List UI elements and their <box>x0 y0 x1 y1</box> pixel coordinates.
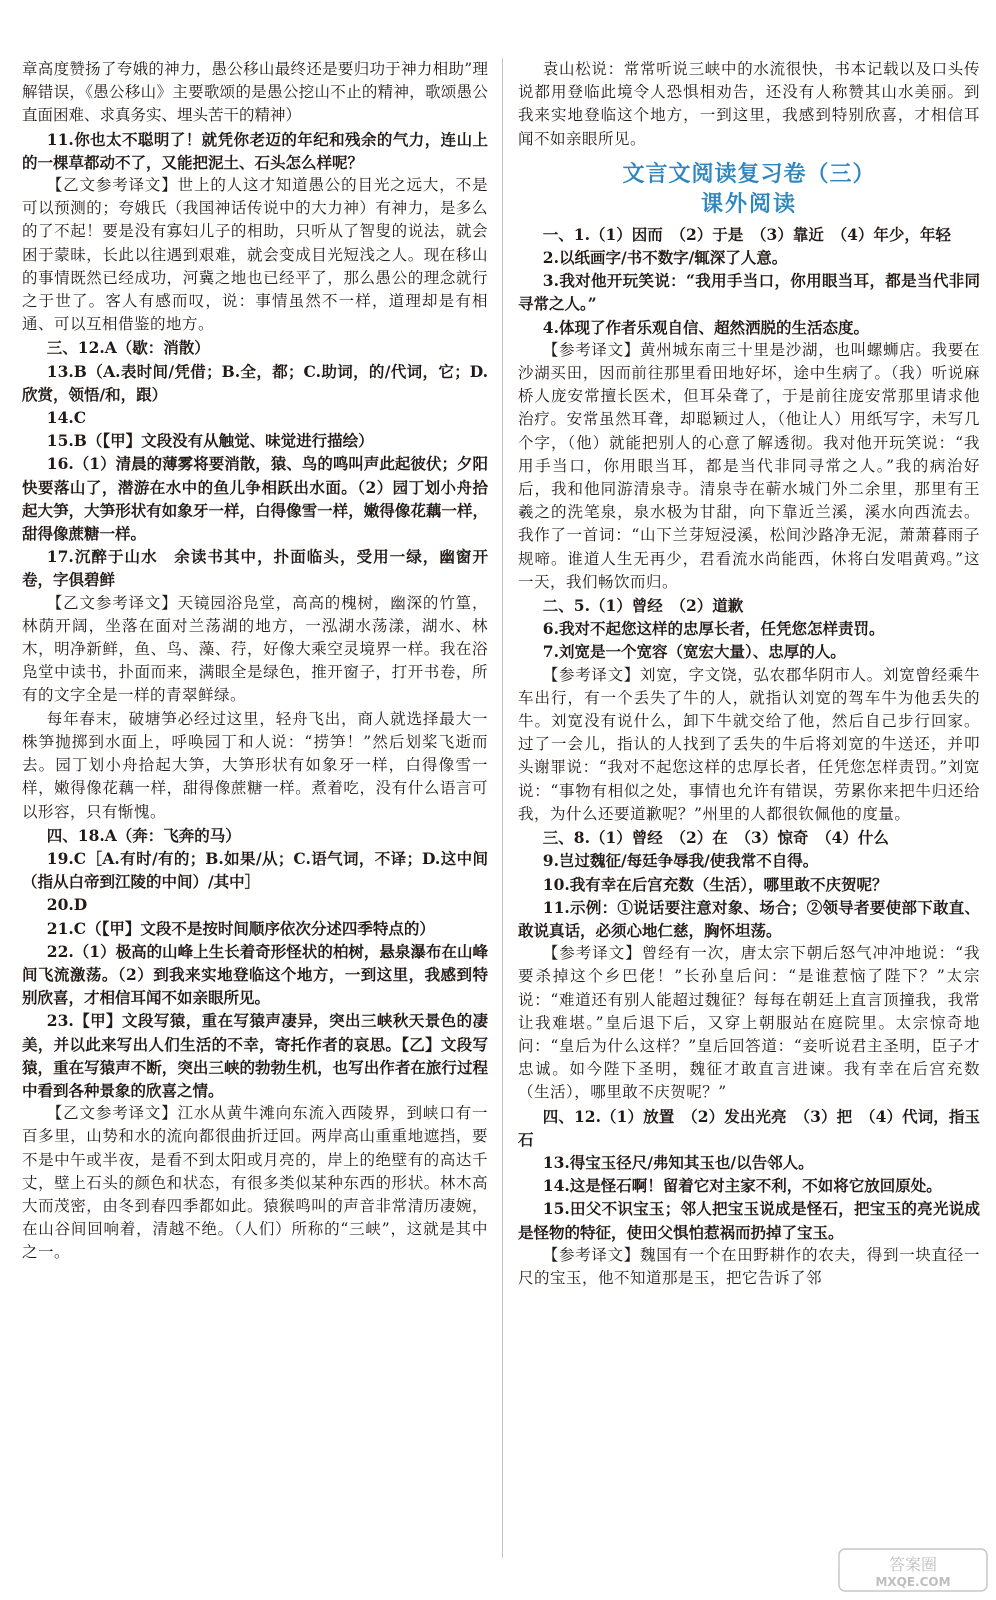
left-column-paragraph: 21.C（【甲】文段不是按时间顺序依次分述四季特点的） <box>46 918 435 938</box>
left-column-paragraph: 11.你也太不聪明了！就凭你老迈的年纪和残余的气力，连山上的一棵草都动不了，又能把泥土、石头怎么样呢？ <box>22 129 488 172</box>
right-column-bottom-paragraph: 6.我对不起您这样的忠厚长者，任凭您怎样责罚。 <box>542 619 885 639</box>
right-column <box>518 58 980 1290</box>
left-column-paragraph: 17.沉醉于山水 余读书其中，扑面临头，受用一绿，幽窗开卷，字俱碧鲜 <box>22 547 488 590</box>
section-title: 文言文阅读复习卷（三） <box>622 160 876 187</box>
left-column-paragraph: 【乙文参考译文】江水从黄牛滩向东流入西陵界，到峡口有一百多里，山势和水的流向都很曲折迂回。两岸高山重重地遮挡，要不是中午或半夜，是看不到太阳或月亮的，岸上的绝壁有的高达千丈，壁上石头的颜色和状态，有很多类似某种东西的形状。林木高大而茂密，由冬到春四季都如此。猿猴鸣叫的声音非常清历凄婉，在山谷间回响着，清越不绝。（人们）所称的“三峡”，这就是其中之一。 <box>22 1104 488 1262</box>
right-column-bottom-paragraph: 四、12.（1）放置 （2）发出光亮 （3）把 （4）代词，指玉石 <box>518 1106 980 1149</box>
right-column-bottom-paragraph: 13.得宝玉径尺/弗知其玉也/以告邻人。 <box>542 1152 814 1172</box>
right-column-bottom-paragraph: 【参考译文】魏国有一个在田野耕作的农夫，得到一块直径一尺的宝玉，他不知道那是玉，把它告诉了邻 <box>518 1245 980 1287</box>
watermark-text-1: 答案圈 <box>888 1555 938 1574</box>
right-column-bottom-paragraph: 4.体现了作者乐观自信、超然洒脱的生活态度。 <box>542 317 869 337</box>
right-column-bottom-paragraph: 7.刘宽是一个宽容（宽宏大量）、忠厚的人。 <box>542 642 846 662</box>
right-column-bottom-paragraph: 11.示例：①说话要注意对象、场合；②领导者要使部下敢直、敢说真话，必须心地仁慈，胸怀坦荡。 <box>518 897 980 940</box>
left-column-paragraph: 四、18.A（奔：飞奔的马） <box>46 825 241 845</box>
right-column-bottom-paragraph: 三、8.（1）曾经 （2）在 （3）惊奇 （4）什么 <box>542 828 889 848</box>
left-column-paragraph: 22.（1）极高的山峰上生长着奇形怪状的柏树，悬泉瀑布在山峰间飞流激荡。（2）到我来实地登临这个地方，一到这里，我感到特别欣喜，才相信耳闻不如亲眼所见。 <box>22 941 488 1008</box>
left-column-paragraph: 【乙文参考译文】世上的人这才知道愚公的目光之远大，不是可以预测的；夸娥氏（我国神话传说中的大力神）有神力，是多么的了不起！要是没有寡妇儿子的相助，只听从了智叟的说法，就会困于蒙昧，长此以往遇到艰难，就会变成目光短浅之人。现在移山的事情既然已经成功，河冀之地也已经平了，那么愚公的理念就行之于世了。客人有感而叹，说：事情虽然不一样，道理却是有相通、可以互相借鉴的地方。 <box>22 176 488 334</box>
watermark-logo <box>838 1548 988 1592</box>
right-column-bottom-paragraph: 一、1.（1）因而 （2）于是 （3）靠近 （4）年少，年轻 <box>542 224 951 244</box>
right-column-bottom-paragraph: 【参考译文】刘宽，字文饶，弘农郡华阴市人。刘宽曾经乘牛车出行，有一个丢失了牛的人，就指认刘宽的驾车牛为他丢失的牛。刘宽没有说什么，卸下牛就交给了他，然后自己步行回家。过了一会儿，指认的人找到了丢失的牛后将刘宽的牛送还，并叩头谢罪说：“我对不起您这样的忠厚长者，任凭您怎样责罚。”刘宽说：“事物有相似之处，事情也允许有错误，劳累你来把牛归还给我，为什么还要道歉呢？”州里的人都很钦佩他的度量。 <box>518 665 980 823</box>
right-column-bottom-paragraph: 3.我对他开玩笑说：“我用手当口，你用眼当耳，都是当代非同寻常之人。” <box>518 271 980 314</box>
section-subtitle: 课外阅读 <box>700 190 797 217</box>
right-column-bottom-paragraph: 14.这是怪石啊！留着它对主家不利，不如将它放回原处。 <box>542 1176 942 1196</box>
right-column-top <box>518 58 980 151</box>
right-column-bottom-paragraph: 二、5.（1）曾经 （2）道歉 <box>542 596 744 616</box>
right-column-bottom-paragraph: 【参考译文】黄州城东南三十里是沙湖，也叫螺蛳店。我要在沙湖买田，因而前往那里看田地好坏，途中生病了。（我）听说麻桥人庞安常擅长医术，但耳朵聋了，于是前往庞安常那里请求他治疗。安常虽然耳聋，却聪颖过人，（他让人）用纸写字，未写几个字，（他）就能把别人的心意了解透彻。我对他开玩笑说：“我用手当口，你用眼当耳，都是当代非同寻常之人。”我的病治好后，我和他同游清泉寺。清泉寺在蕲水城门外二余里，那里有王羲之的洗笔泉，泉水极为甘甜，向下靠近兰溪，溪水向西流去。我作了一首词：“山下兰芽短浸溪，松间沙路净无泥，萧萧暮雨子规啼。谁道人生无再少，君看流水尚能西，休将白发唱黄鸡。”这一天，我们畅饮而归。 <box>518 340 980 591</box>
left-column <box>22 58 488 1265</box>
left-column-paragraph: 三、12.A（歇：消散） <box>46 338 210 358</box>
right-column-top-paragraph: 袁山松说：常常听说三峡中的水流很快，书本记载以及口头传说都用登临此境令人恐惧相劝告，还没有人称赞其山水美丽。到我来实地登临这个地方，一到这里，我感到特别欣喜，才相信耳闻不如亲眼所见。 <box>518 60 980 148</box>
right-column-bottom-paragraph: 10.我有幸在后宫充数（生活），哪里敢不庆贺呢？ <box>542 874 888 894</box>
right-column-bottom <box>518 223 980 1290</box>
left-column-paragraph: 【乙文参考译文】天镜园浴凫堂，高高的槐树，幽深的竹篁，林荫开阔，坐落在面对兰荡湖的地方，一泓湖水荡漾，湖水、林木，明净新鲜，鱼、鸟、藻、荇，好像大乘空灵境界一样。我在浴凫堂中读书，扑面而来，满眼全是绿色，推开窗子，打开书卷，所有的文字全是一样的青翠鲜绿。 <box>22 593 488 705</box>
left-column-paragraph: 14.C <box>46 408 87 428</box>
left-column-paragraph: 23.【甲】文段写猿，重在写猿声凄异，突出三峡秋天景色的凄美，并以此来写出人们生活的不幸，寄托作者的哀思。【乙】文段写猿，重在写猿声不断，突出三峡的勃勃生机，也写出作者在旅行过程中看到各种景象的欣喜之情。 <box>22 1011 488 1100</box>
left-column-paragraph: 19.C［A.有时/有的；B.如果/从；C.语气词，不译；D.这中间（指从白帝到江陵的中间）/其中］ <box>22 848 488 892</box>
left-column-paragraph: 15.B（【甲】文段没有从触觉、味觉进行描绘） <box>46 431 374 451</box>
watermark-text-2: MXQE.COM <box>875 1575 951 1589</box>
left-column-paragraph: 20.D <box>46 895 88 915</box>
left-column-paragraph: 每年春末，破塘笋必经过这里，轻舟飞出，商人就选择最大一株笋抛掷到水面上，呼唤园丁和人说：“捞笋！”然后划桨飞逝而去。园丁划小舟拾起大笋，大笋形状有如象牙一样，白得像雪一样，嫩得像花藕一样，甜得像蔗糖一样。煮着吃，没有什么语言可以形容，只有惭愧。 <box>22 709 488 821</box>
left-column-paragraph: 13.B（A.表时间/凭借；B.全，都；C.助词，的/代词，它；D.欣赏，领悟/和，跟） <box>22 361 488 404</box>
right-column-bottom-paragraph: 15.田父不识宝玉；邻人把宝玉说成是怪石，把宝玉的亮光说成是怪物的特征，使田父惧怕惹祸而扔掉了宝玉。 <box>518 1199 980 1242</box>
left-column-paragraph: 章高度赞扬了夸娥的神力，愚公移山最终还是要归功于神力相助”理解错误，《愚公移山》主要歌颂的是愚公挖山不止的精神，歌颂愚公直面困难、求真务实、埋头苦干的精神） <box>22 60 488 125</box>
right-column-bottom-paragraph: 2.以纸画字/书不数字/辄深了人意。 <box>542 248 788 268</box>
left-column-paragraph: 16.（1）清晨的薄雾将要消散，猿、鸟的鸣叫声此起彼伏；夕阳快要落山了，潜游在水中的鱼儿争相跃出水面。（2）园丁划小舟拾起大笋，大笋形状有如象牙一样，白得像雪一样，嫩得像花藕一样，甜得像蔗糖一样。 <box>22 454 488 544</box>
right-column-bottom-paragraph: 【参考译文】曾经有一次，唐太宗下朝后怒气冲冲地说：“我要杀掉这个乡巴佬！”长孙皇后问：“是谁惹恼了陛下？”太宗说：“难道还有别人能超过魏征？每每在朝廷上直言顶撞我，我常让我难堪。”皇后退下后，又穿上朝服站在庭院里。太宗惊奇地问：“皇后为什么这样？”皇后回答道：“妾听说君主圣明，臣子才忠诚。如今陛下圣明，魏征才敢直言进谏。我有幸在后宫充数（生活），哪里敢不庆贺呢？” <box>518 944 980 1102</box>
right-column-bottom-paragraph: 9.岂过魏征/每廷争辱我/使我常不自得。 <box>542 851 819 871</box>
column-divider <box>502 58 503 1558</box>
